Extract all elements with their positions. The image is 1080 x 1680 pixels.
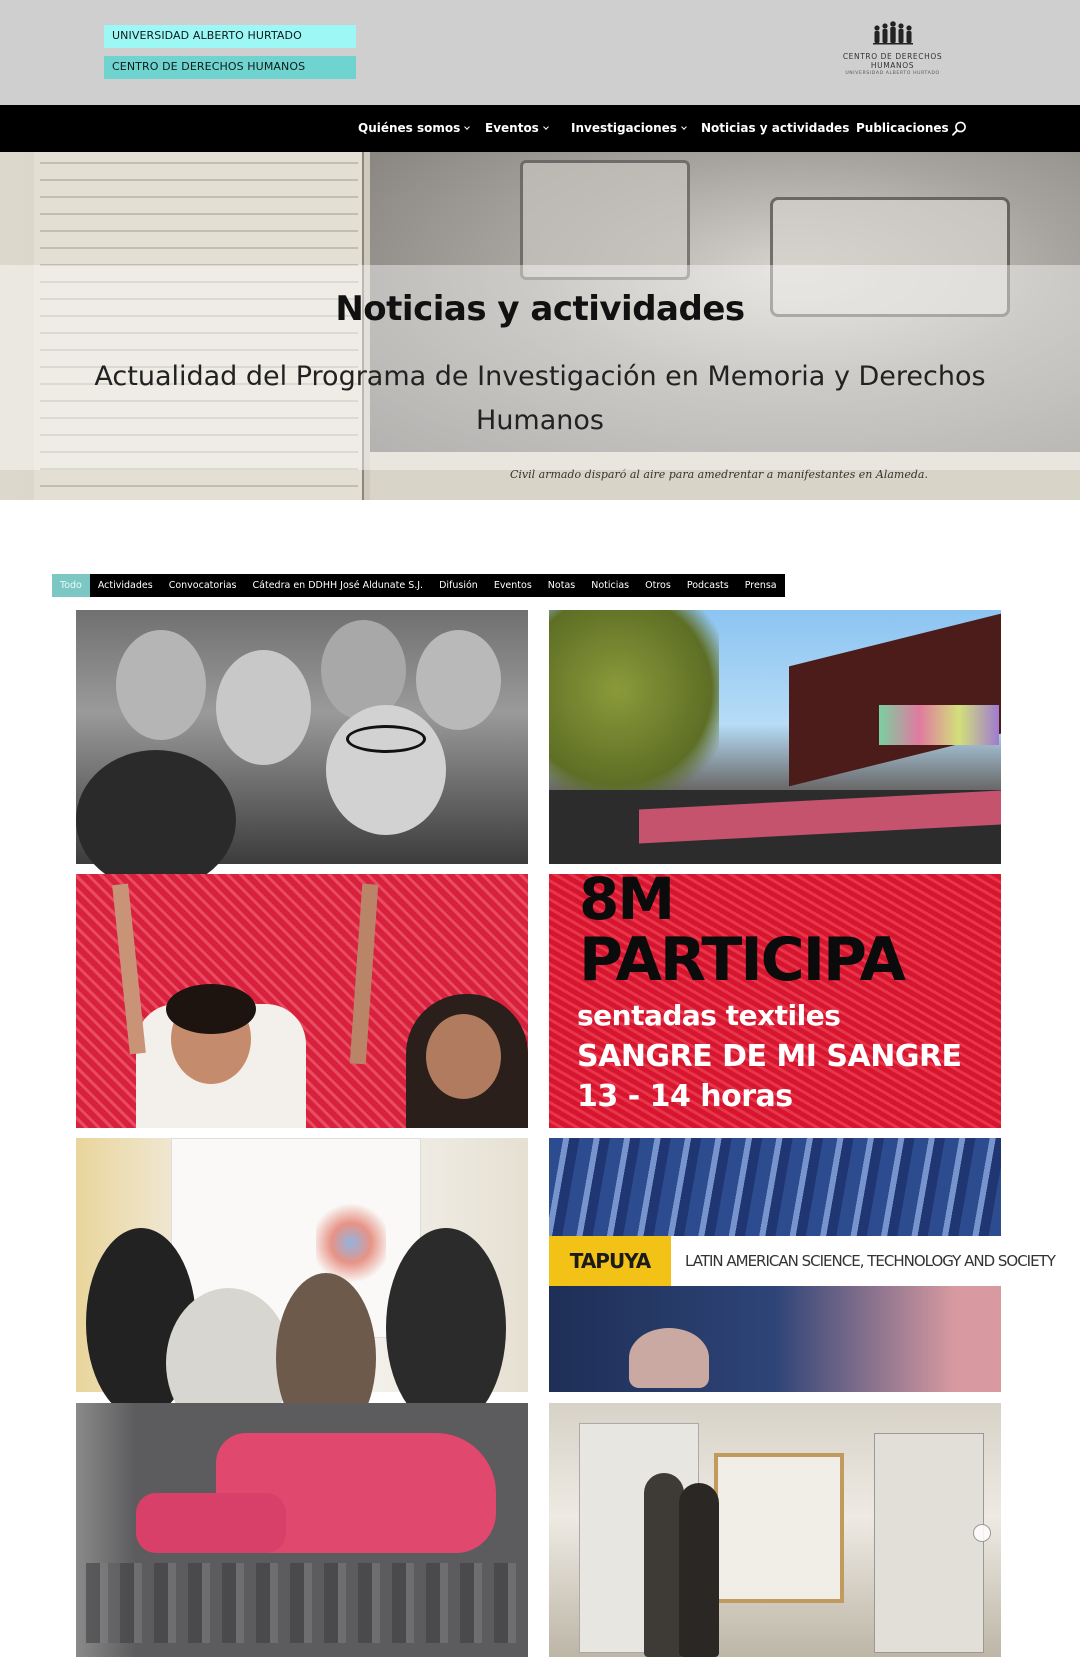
top-header [0, 0, 1080, 105]
filter-notas[interactable]: Notas [547, 580, 576, 591]
people-group-icon [871, 20, 915, 48]
van-shape [520, 160, 690, 280]
filter-difusion[interactable]: Difusión [439, 580, 478, 591]
nav-item-label: Quiénes somos [358, 121, 461, 135]
filter-catedra[interactable]: Cátedra en DDHH José Aldunate S.J. [252, 580, 424, 591]
poster-sentadas: sentadas textiles [577, 999, 841, 1032]
site-logo[interactable] [820, 20, 965, 80]
nav-item-eventos[interactable] [485, 105, 548, 152]
post-thumbnail-8m-poster[interactable] [549, 865, 1001, 1128]
nav-item-label: Publicaciones [856, 121, 949, 135]
photo-caption: Civil armado disparó al aire para amedrentar a manifestantes en Alameda. [510, 468, 928, 481]
post-thumbnail-tapuya[interactable] [549, 1138, 1055, 1392]
hero-banner [0, 152, 1080, 500]
nav-item-quienes-somos[interactable] [358, 105, 469, 152]
post-thumbnail-street-march[interactable] [549, 610, 1001, 864]
scroll-to-top-button[interactable] [973, 1524, 991, 1542]
chevron-down-icon [681, 124, 687, 130]
filter-eventos[interactable]: Eventos [493, 580, 532, 591]
nav-item-label: Investigaciones [571, 121, 677, 135]
logo-subtitle: UNIVERSIDAD ALBERTO HURTADO [845, 71, 940, 76]
post-thumbnail-crowd[interactable] [76, 610, 528, 864]
post-thumbnail-exhibition[interactable] [549, 1403, 1001, 1657]
poster-hours: 13 - 14 horas [577, 1079, 793, 1114]
poster-8m: 8M [579, 865, 674, 933]
filter-noticias[interactable]: Noticias [591, 580, 630, 591]
filter-podcasts[interactable]: Podcasts [686, 580, 729, 591]
tapuya-subtitle: LATIN AMERICAN SCIENCE, TECHNOLOGY AND SOCIETY [685, 1252, 1055, 1270]
chevron-down-icon [543, 124, 549, 130]
university-link[interactable]: UNIVERSIDAD ALBERTO HURTADO [104, 25, 356, 48]
search-icon[interactable] [950, 120, 968, 138]
filter-convocatorias[interactable]: Convocatorias [168, 580, 237, 591]
category-filter-bar [52, 574, 785, 597]
poster-sangre: SANGRE DE MI SANGRE [577, 1039, 962, 1074]
nav-item-label: Eventos [485, 121, 539, 135]
filter-prensa[interactable]: Prensa [744, 580, 777, 591]
page-subtitle: Actualidad del Programa de Investigación en Memoria y Derechos Humanos [94, 361, 986, 436]
filter-todo[interactable]: Todo [52, 574, 90, 597]
human-rights-center-link[interactable]: CENTRO DE DERECHOS HUMANOS [104, 56, 356, 79]
poster-participa: PARTICIPA [579, 925, 904, 995]
post-thumbnail-red-net[interactable] [76, 874, 528, 1128]
nav-item-label: Noticias y actividades [701, 121, 850, 135]
filter-actividades[interactable]: Actividades [97, 580, 153, 591]
nav-item-publicaciones[interactable] [856, 105, 949, 152]
main-nav [0, 105, 1080, 152]
post-thumbnail-map-room[interactable] [76, 1138, 528, 1392]
tapuya-tag: TAPUYA [549, 1236, 671, 1286]
nav-item-noticias[interactable] [701, 105, 849, 152]
nav-item-investigaciones[interactable] [571, 105, 686, 152]
chevron-down-icon [464, 124, 470, 130]
page-title: Noticias y actividades [335, 289, 745, 329]
logo-title: CENTRO DE DERECHOS HUMANOS [842, 52, 943, 70]
post-thumbnail-aerial[interactable] [76, 1403, 528, 1657]
filter-otros[interactable]: Otros [645, 580, 671, 591]
